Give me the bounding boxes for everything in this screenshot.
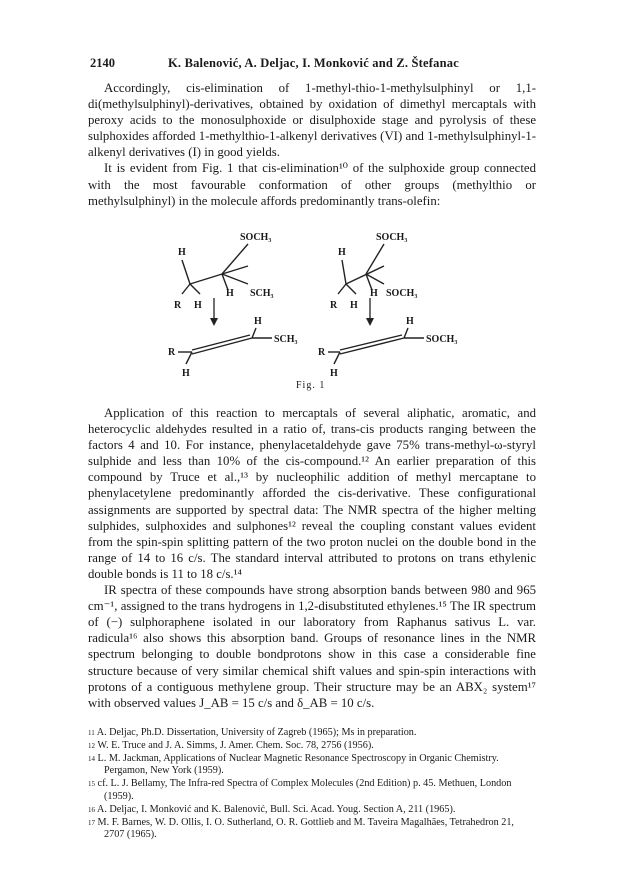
left-substituent: SCH₃: [250, 288, 274, 299]
right-r: R: [330, 300, 338, 311]
reference-item: $^{15}$ cf. L. J. Bellamy, The Infra-red Spectra of Complex Molecules (2nd Edition) p. 45. Methuen, London (1959).: [88, 778, 512, 802]
left-product-bottom-h: H: [182, 368, 190, 379]
paragraph-text: Accordingly, cis-elimination of 1-methyl-thio-1-methylsulphinyl or 1,1-di(methylsulphinyl)-derivatives, obtained by oxidation of dimethyl mercaptals with peroxy acids to the monosulphoxide or disulphoxide stage and pyrolysis of these sulphoxides afforded 1-methylthio-1-alkenyl derivatives (VI) and 1-methylsulphinyl-1-alkenyl derivatives (I) in good yields.: [88, 81, 536, 160]
left-product-r: R: [168, 347, 176, 358]
reaction-figure: [170, 228, 470, 398]
paragraph-text: Application of this reaction to mercaptals of several aliphatic, aromatic, and heterocyclic aldehydes resulted in a ratio of, trans-cis products ranging between the factors 4 and 10. For instance, phenylacetaldehyde gave 75% trans-methyl-ω-styryl sulphide and less than 10% of the cis-compound.¹² An earlier preparation of this compound by Truce et al.,¹³ by nucleophilic addition of methyl mercaptane to phenylacetylene predominantly afforded the cis-derivative. These configurational assignments are supported by spectral data: The NMR spectra of the higher melting sulphides, sulphoxides and sulphones¹² reveal the coupling constant values evident from the spin-spin splitting pattern of the two proton nuclei on the double bond in the range of 14 to 16 c/s. The standard interval attributed to protons on trans ethylenic double bonds is 11 to 18 c/s.¹⁴: [88, 406, 536, 581]
figure-caption: Fig. 1: [296, 380, 326, 391]
reference-item: $^{14}$ L. M. Jackman, Applications of Nuclear Magnetic Resonance Spectroscopy in Organic Chemistry. Pergamon, New York (1959).: [88, 752, 499, 777]
paragraph-block-2: [88, 405, 536, 711]
right-product-r: R: [318, 347, 326, 358]
left-scheme: [168, 232, 298, 379]
right-product-group: SOCH₃: [426, 334, 458, 345]
reference-item: $^{11}$ A. Deljac, Ph.D. Dissertation, University of Zagreb (1965); Ms in preparation.: [88, 727, 417, 738]
reference-item: $^{16}$ A. Deljac, I. Monković and K. Balenović, Bull. Sci. Acad. Youg. Section A, 211 (1965).: [88, 803, 456, 815]
right-scheme: [318, 232, 457, 379]
paragraph-text: It is evident from Fig. 1 that cis-elimination¹⁰ of the sulphoxide group connected with the most favourable conformation of other groups (methylthio or methylsulphinyl) in the molecule affords predominantly trans-olefin:: [88, 161, 536, 208]
left-h1: H: [178, 247, 186, 258]
left-product-h: H: [254, 316, 262, 327]
paragraph-text: IR spectra of these compounds have strong absorption bands between 980 and 965 cm⁻¹, assigned to the trans hydrogens in 1,2-disubstituted ethylenes.¹⁵ The IR spectrum of (−) sulphoraphene isolated in our laboratory from Raphanus sativus L. var. radicula¹⁶ also shows this absorption band. Groups of resonance lines in the NMR spectrum belonging to double bondprotons show in this case a considerable fine structure because of very similar chemical shift values and spin-spin interactions with protons of a contiguous methylene group. Their structure may be an ABX₂ system¹⁷ with observed values J_AB = 15 c/s and δ_AB = 10 c/s.: [88, 583, 536, 710]
left-product-group: SCH₃: [274, 334, 298, 345]
reference-item: $^{12}$ W. E. Truce and J. A. Simms, J. Amer. Chem. Soc. 78, 2756 (1956).: [88, 739, 374, 751]
left-top-group: SOCH₃: [240, 232, 272, 243]
running-header-authors: K. Balenović, A. Deljac, I. Monković and Z. Štefanac: [168, 56, 459, 70]
footnote-references: [88, 727, 536, 842]
right-h1: H: [338, 247, 346, 258]
left-rh: H: [194, 300, 202, 311]
reference-item: $^{17}$ M. F. Barnes, W. D. Ollis, I. O. Sutherland, O. R. Gottlieb and M. Taveira Magalhães, Tetrahedron 21, 2707 (1965).: [88, 816, 514, 841]
right-h2: H: [370, 288, 378, 299]
right-product-bottom-h: H: [330, 368, 338, 379]
right-product-h: H: [406, 316, 414, 327]
page-number: 2140: [90, 56, 115, 70]
right-rh: H: [350, 300, 358, 311]
right-top-group: SOCH₃: [376, 232, 408, 243]
left-h2: H: [226, 288, 234, 299]
right-substituent: SOCH₃: [386, 288, 418, 299]
paragraph-1: [88, 80, 536, 209]
left-r: R: [174, 300, 182, 311]
